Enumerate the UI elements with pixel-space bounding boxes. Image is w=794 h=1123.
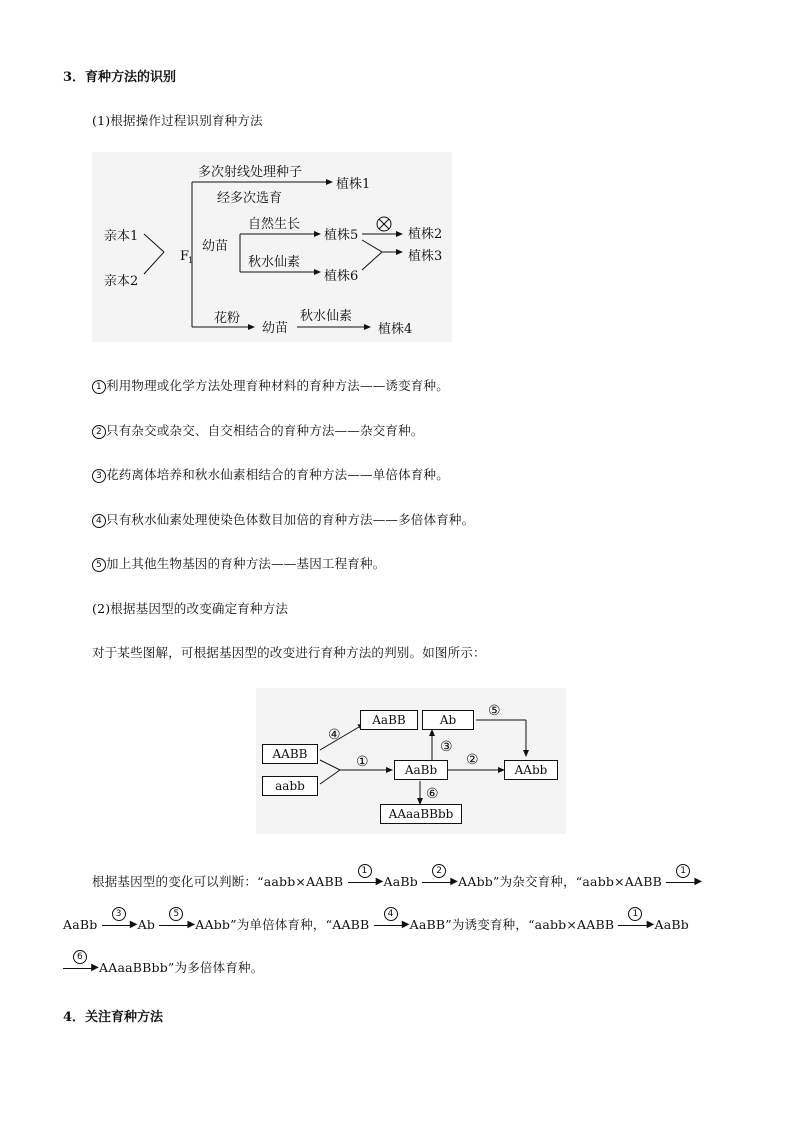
step-number: 1 bbox=[676, 864, 690, 878]
list-item bbox=[92, 510, 474, 528]
text-segment: AaBb bbox=[63, 917, 98, 932]
merge-line-top bbox=[320, 760, 340, 770]
item-text: 加上其他生物基因的育种方法——基因工程育种。 bbox=[106, 556, 386, 571]
arrow-notation: 3 ▶ bbox=[102, 917, 138, 931]
merge-line-bottom bbox=[320, 770, 340, 784]
plant3-label: 植株3 bbox=[408, 249, 443, 264]
text-segment: Ab bbox=[137, 917, 156, 932]
merge-bottom bbox=[362, 252, 382, 270]
seedling2-label: 幼苗 bbox=[262, 321, 289, 336]
text-segment: 根据基因型的变化可以判断：“aabb×AABB bbox=[92, 874, 344, 889]
judgment-paragraph-line-1 bbox=[92, 866, 703, 890]
item-text: 花药离体培养和秋水仙素相结合的育种方法——单倍体育种。 bbox=[106, 467, 449, 482]
item-number: 3 bbox=[92, 469, 106, 483]
judgment-paragraph-line-2 bbox=[63, 909, 689, 933]
text-segment: AAaaBBbb”为多倍体育种。 bbox=[99, 960, 264, 975]
step-4-label: ④ bbox=[328, 727, 341, 743]
judgment-paragraph-line-3 bbox=[63, 952, 264, 976]
genotype-diagram bbox=[256, 688, 566, 834]
top-label-2: 经多次选育 bbox=[217, 191, 283, 206]
colchicine-label: 秋水仙素 bbox=[248, 255, 301, 270]
plant1-label: 植株1 bbox=[336, 177, 371, 192]
step-number: 3 bbox=[112, 907, 126, 921]
step-6-label: ⑥ bbox=[426, 786, 439, 802]
list-item bbox=[92, 554, 385, 572]
arrow-notation: 1 ▶ bbox=[666, 874, 702, 888]
parent2-line bbox=[144, 252, 164, 274]
step-number: 2 bbox=[432, 864, 446, 878]
genotype-box-AABB: AABB bbox=[262, 744, 318, 764]
breeding-process-diagram bbox=[92, 152, 452, 342]
list-item bbox=[92, 465, 449, 483]
item-text: 只有秋水仙素处理使染色体数目加倍的育种方法——多倍体育种。 bbox=[106, 512, 475, 527]
item-number: 4 bbox=[92, 514, 106, 528]
genotype-box-AAbb: AAbb bbox=[504, 760, 558, 780]
text-segment: AAbb”为杂交育种，“aabb×AABB bbox=[458, 874, 663, 889]
list-item bbox=[92, 376, 449, 394]
list-item bbox=[92, 421, 424, 439]
natural-growth-label: 自然生长 bbox=[248, 217, 301, 232]
arrow-4 bbox=[320, 724, 364, 750]
parent1-line bbox=[144, 234, 164, 252]
item-number: 1 bbox=[92, 380, 106, 394]
seedling-label: 幼苗 bbox=[202, 239, 229, 254]
item-text: 只有杂交或杂交、自交相结合的育种方法——杂交育种。 bbox=[106, 423, 424, 438]
genotype-box-AaBb: AaBb bbox=[394, 760, 448, 780]
step-number: 6 bbox=[73, 950, 87, 964]
text-segment: AaBb bbox=[383, 874, 418, 889]
arrow-notation: 1 ▶ bbox=[348, 874, 384, 888]
text-segment: AAbb”为单倍体育种，“AABB bbox=[195, 917, 370, 932]
plant5-label: 植株5 bbox=[324, 228, 359, 243]
genotype-box-AAaaBBbb: AAaaBBbb bbox=[380, 804, 462, 824]
arrow-notation: 4 ▶ bbox=[374, 917, 410, 931]
arrow-notation: 2 ▶ bbox=[422, 874, 458, 888]
step-number: 1 bbox=[358, 864, 372, 878]
plant2-label: 植株2 bbox=[408, 227, 443, 242]
arrow-notation: 1 ▶ bbox=[618, 917, 654, 931]
step-3-label: ③ bbox=[440, 739, 453, 755]
arrow-notation: 6 ▶ bbox=[63, 960, 99, 974]
section-heading-4: 4．关注育种方法 bbox=[63, 1010, 164, 1025]
step-2-label: ② bbox=[466, 752, 479, 768]
pollen-label: 花粉 bbox=[214, 311, 241, 326]
step-number: 1 bbox=[628, 907, 642, 921]
merge-top bbox=[362, 240, 382, 252]
intro-paragraph: 对于某些图解，可根据基因型的改变进行育种方法的判别。如图所示： bbox=[92, 645, 486, 660]
step-number: 5 bbox=[169, 907, 183, 921]
parent2-label: 亲本2 bbox=[104, 274, 139, 289]
subheading-2: (2)根据基因型的改变确定育种方法 bbox=[92, 601, 289, 616]
genotype-box-Ab: Ab bbox=[422, 710, 474, 730]
item-number: 2 bbox=[92, 425, 106, 439]
subheading-1: (1)根据操作过程识别育种方法 bbox=[92, 113, 263, 128]
breeding-process-svg bbox=[92, 152, 452, 342]
plant4-label: 植株4 bbox=[378, 322, 413, 337]
colchicine2-label: 秋水仙素 bbox=[300, 309, 353, 324]
genotype-box-AaBB: AaBB bbox=[360, 710, 418, 730]
step-1-label: ① bbox=[356, 754, 369, 770]
parent1-label: 亲本1 bbox=[104, 229, 139, 244]
step-number: 4 bbox=[384, 907, 398, 921]
f1-label: F bbox=[180, 249, 190, 264]
top-label-1: 多次射线处理种子 bbox=[198, 165, 303, 180]
step-5-label: ⑤ bbox=[488, 703, 501, 719]
text-segment: AaBb bbox=[654, 917, 689, 932]
item-text: 利用物理或化学方法处理育种材料的育种方法——诱变育种。 bbox=[106, 378, 449, 393]
genotype-box-aabb: aabb bbox=[262, 776, 318, 796]
text-segment: AaBB”为诱变育种，“aabb×AABB bbox=[409, 917, 615, 932]
section-heading-3: 3．育种方法的识别 bbox=[63, 70, 177, 85]
plant6-label: 植株6 bbox=[324, 269, 359, 284]
arrow-notation: 5 ▶ bbox=[159, 917, 195, 931]
f1-sub: 1 bbox=[188, 256, 194, 265]
item-number: 5 bbox=[92, 558, 106, 572]
